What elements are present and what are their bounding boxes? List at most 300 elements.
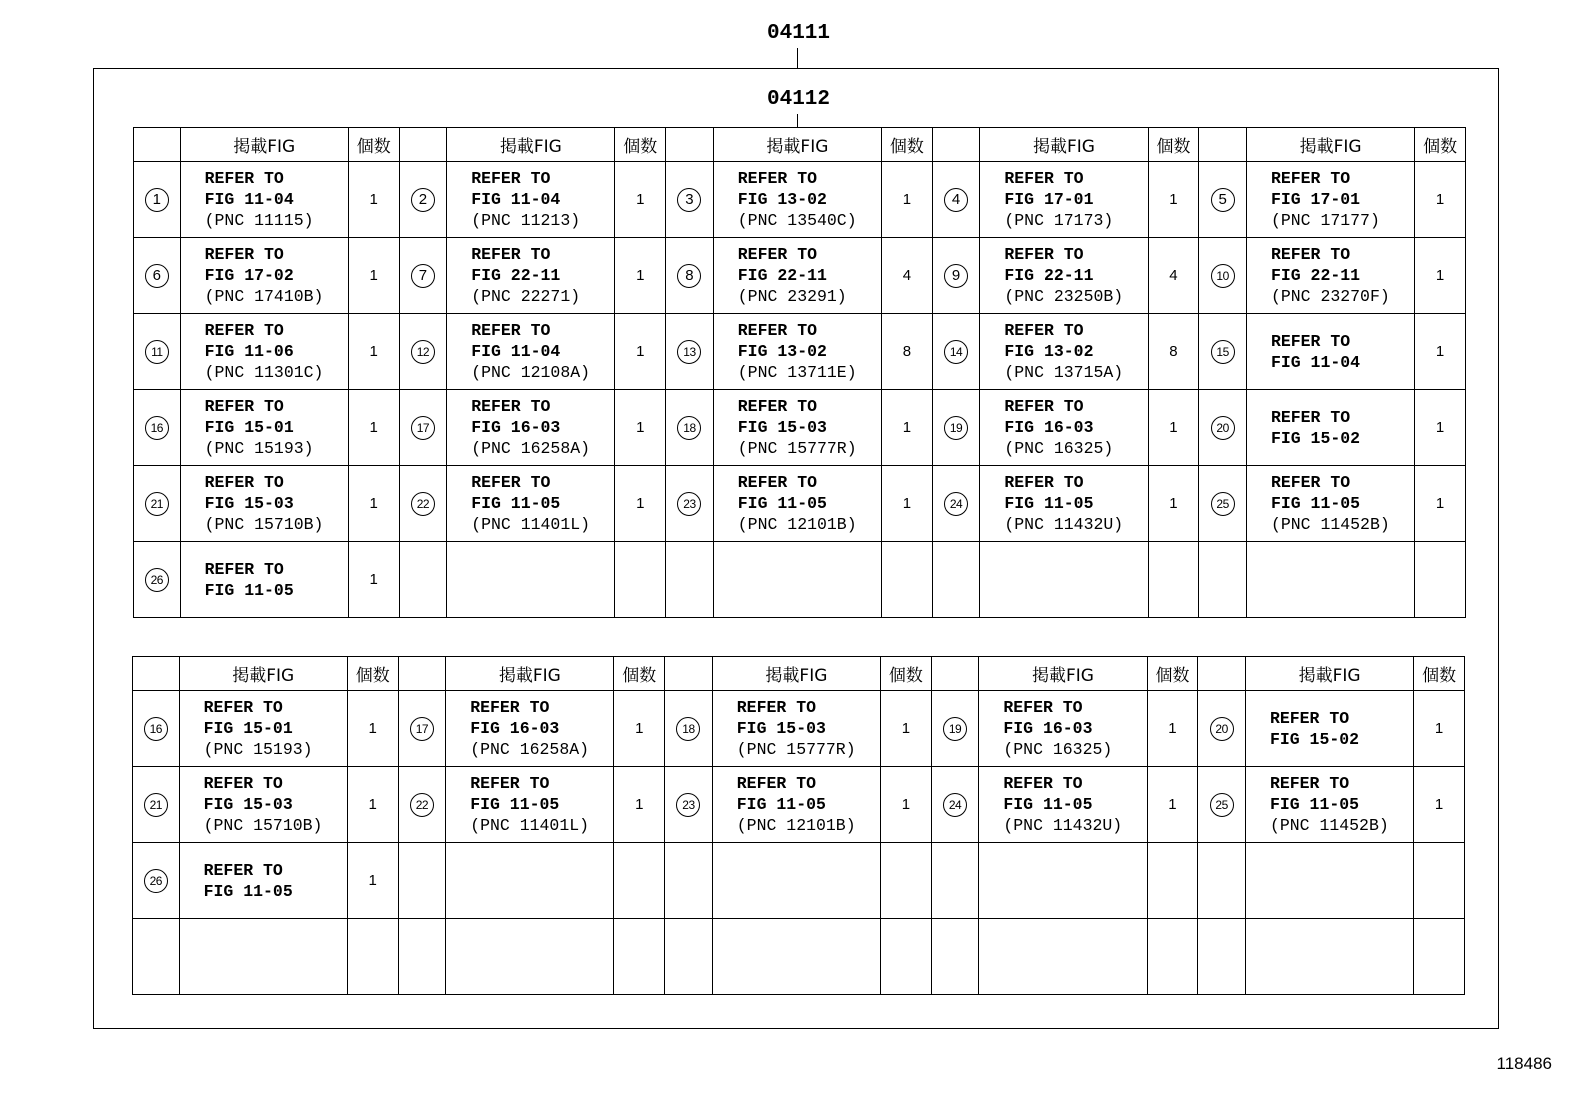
reference-cell — [180, 314, 348, 390]
pnc-reference: (PNC 17173) — [1004, 211, 1114, 230]
item-number-badge: 12 — [411, 340, 435, 364]
refer-to-text: REFER TO — [204, 559, 284, 579]
item-number-badge: 2 — [411, 188, 435, 212]
item-number-cell — [1198, 767, 1246, 843]
document-number: 118486 — [1496, 1054, 1552, 1073]
item-number-badge: 17 — [411, 416, 435, 440]
item-number-badge: 9 — [944, 264, 968, 288]
refer-to-text: REFER TO — [471, 473, 551, 492]
column-header-qty: 個数 — [614, 657, 665, 691]
item-number-cell — [399, 238, 447, 314]
reference-cell — [713, 466, 881, 542]
item-number-badge: 21 — [145, 492, 169, 516]
refer-to-text: REFER TO — [204, 245, 284, 264]
reference-cell — [979, 767, 1147, 843]
quantity-cell — [1414, 843, 1465, 919]
pnc-reference: (PNC 11401L) — [471, 515, 591, 534]
reference-cell — [1246, 314, 1414, 390]
item-number-badge: 26 — [144, 869, 168, 893]
figure-reference: FIG 13-02 — [737, 342, 827, 361]
refer-to-text: REFER TO — [203, 774, 283, 793]
column-header-qty: 個数 — [1147, 657, 1198, 691]
quantity-cell: 1 — [1415, 162, 1466, 238]
quantity-cell — [347, 919, 398, 995]
item-number-cell — [665, 919, 713, 995]
refer-to-text: REFER TO — [737, 169, 817, 188]
column-header-fig: 掲載FIG — [1245, 657, 1413, 691]
reference-cell — [446, 919, 614, 995]
refer-to-text: REFER TO — [204, 321, 284, 340]
quantity-cell: 4 — [1148, 238, 1199, 314]
item-number-badge: 4 — [944, 188, 968, 212]
figure-reference: FIG 17-01 — [1004, 190, 1094, 209]
item-number-badge: 19 — [943, 717, 967, 741]
item-number-cell — [932, 162, 980, 238]
pnc-reference: (PNC 17177) — [1270, 211, 1380, 230]
column-header-qty: 個数 — [615, 128, 666, 162]
figure-reference: FIG 11-05 — [1269, 795, 1360, 814]
reference-cell — [713, 314, 881, 390]
figure-reference: FIG 17-01 — [1270, 190, 1361, 209]
table-row — [134, 390, 1466, 466]
reference-cell — [179, 843, 347, 919]
reference-table-lower — [132, 656, 1465, 995]
reference-cell — [980, 162, 1148, 238]
refer-to-text: REFER TO — [471, 169, 551, 188]
quantity-cell: 1 — [1148, 162, 1199, 238]
pnc-reference: (PNC 16258A) — [471, 439, 591, 458]
column-header-qty: 個数 — [348, 128, 399, 162]
item-number-cell — [666, 466, 714, 542]
table-row — [133, 843, 1465, 919]
column-header-fig: 掲載FIG — [713, 128, 881, 162]
refer-to-text: REFER TO — [1004, 245, 1084, 264]
reference-cell — [180, 390, 348, 466]
reference-cell — [180, 542, 348, 618]
header-blank-cell — [1199, 128, 1247, 162]
reference-cell — [446, 843, 614, 919]
pnc-reference: (PNC 15710B) — [203, 816, 323, 835]
quantity-cell: 1 — [1414, 767, 1465, 843]
pnc-reference: (PNC 11452B) — [1270, 515, 1390, 534]
quantity-cell: 1 — [348, 466, 399, 542]
quantity-cell: 1 — [348, 162, 399, 238]
reference-cell — [447, 466, 615, 542]
pnc-reference: (PNC 17410B) — [204, 287, 324, 306]
item-number-cell — [134, 314, 181, 390]
refer-to-text: REFER TO — [1004, 397, 1084, 416]
refer-to-text: REFER TO — [1269, 774, 1350, 793]
header-row — [133, 657, 1465, 691]
item-number-cell — [666, 162, 714, 238]
pnc-reference: (PNC 23291) — [737, 287, 847, 306]
figure-reference: FIG 11-05 — [1003, 795, 1093, 814]
quantity-cell: 1 — [882, 162, 933, 238]
item-number-badge: 14 — [944, 340, 968, 364]
quantity-cell — [881, 843, 932, 919]
assembly-label-04112: 04112 — [767, 88, 831, 111]
refer-to-text: REFER TO — [204, 397, 284, 416]
reference-cell — [1245, 691, 1413, 767]
reference-cell — [446, 691, 614, 767]
quantity-cell — [615, 542, 666, 618]
figure-reference: FIG 13-02 — [737, 190, 827, 209]
reference-cell — [180, 162, 348, 238]
item-number-badge: 16 — [145, 416, 169, 440]
item-number-cell — [134, 390, 181, 466]
item-number-cell — [666, 390, 714, 466]
item-number-cell — [399, 390, 447, 466]
column-header-qty: 個数 — [1148, 128, 1199, 162]
reference-cell — [1246, 238, 1414, 314]
refer-to-text: REFER TO — [204, 169, 284, 188]
item-number-cell — [932, 314, 980, 390]
reference-cell — [1245, 767, 1413, 843]
quantity-cell — [614, 919, 665, 995]
pnc-reference: (PNC 15193) — [203, 740, 313, 759]
table-row — [133, 919, 1465, 995]
refer-to-text: REFER TO — [737, 321, 817, 340]
figure-reference: FIG 11-05 — [1004, 494, 1094, 513]
refer-to-text: REFER TO — [737, 397, 817, 416]
figure-reference: FIG 11-04 — [471, 190, 561, 209]
refer-to-text: REFER TO — [470, 774, 550, 793]
quantity-cell: 1 — [1147, 691, 1198, 767]
reference-cell — [712, 919, 880, 995]
refer-to-text: REFER TO — [737, 473, 817, 492]
header-blank-cell — [931, 657, 979, 691]
figure-reference: FIG 11-05 — [1270, 494, 1361, 513]
reference-cell — [980, 390, 1148, 466]
pnc-reference: (PNC 23250B) — [1004, 287, 1124, 306]
figure-reference: FIG 11-04 — [1270, 352, 1361, 372]
pnc-reference: (PNC 15710B) — [204, 515, 324, 534]
item-number-cell — [1198, 843, 1246, 919]
header-blank-cell — [1198, 657, 1246, 691]
reference-cell — [980, 238, 1148, 314]
figure-reference: FIG 16-03 — [1004, 418, 1094, 437]
figure-reference: FIG 15-03 — [203, 795, 293, 814]
reference-cell — [979, 843, 1147, 919]
reference-cell — [179, 919, 347, 995]
quantity-cell: 1 — [1415, 390, 1466, 466]
reference-cell — [180, 466, 348, 542]
item-number-badge: 20 — [1211, 416, 1235, 440]
reference-cell — [447, 390, 615, 466]
pnc-reference: (PNC 22271) — [471, 287, 581, 306]
header-blank-cell — [134, 128, 181, 162]
column-header-fig: 掲載FIG — [446, 657, 614, 691]
item-number-cell — [1199, 238, 1247, 314]
item-number-cell — [931, 767, 979, 843]
pnc-reference: (PNC 15193) — [204, 439, 314, 458]
reference-cell — [713, 238, 881, 314]
item-number-badge: 25 — [1211, 492, 1235, 516]
quantity-cell: 1 — [615, 238, 666, 314]
item-number-cell — [398, 919, 446, 995]
figure-reference: FIG 16-03 — [1003, 719, 1093, 738]
item-number-cell — [665, 767, 713, 843]
column-header-fig: 掲載FIG — [1246, 128, 1414, 162]
pnc-reference: (PNC 12108A) — [471, 363, 591, 382]
item-number-badge: 3 — [677, 188, 701, 212]
reference-cell — [712, 691, 880, 767]
item-number-badge: 25 — [1210, 793, 1234, 817]
pnc-reference: (PNC 11452B) — [1269, 816, 1389, 835]
column-header-fig: 掲載FIG — [712, 657, 880, 691]
column-header-fig: 掲載FIG — [447, 128, 615, 162]
reference-cell — [713, 390, 881, 466]
quantity-cell — [1414, 919, 1465, 995]
column-header-qty: 個数 — [1415, 128, 1466, 162]
refer-to-text: REFER TO — [1003, 698, 1083, 717]
figure-reference: FIG 11-05 — [470, 795, 560, 814]
pnc-reference: (PNC 23270F) — [1270, 287, 1390, 306]
column-header-qty: 個数 — [881, 657, 932, 691]
quantity-cell: 1 — [1148, 390, 1199, 466]
refer-to-text: REFER TO — [203, 860, 283, 880]
figure-reference: FIG 15-03 — [736, 719, 826, 738]
item-number-badge: 24 — [944, 492, 968, 516]
quantity-cell — [882, 542, 933, 618]
quantity-cell: 1 — [615, 314, 666, 390]
quantity-cell: 1 — [882, 466, 933, 542]
refer-to-text: REFER TO — [203, 698, 283, 717]
column-header-fig: 掲載FIG — [980, 128, 1148, 162]
reference-cell — [713, 542, 881, 618]
reference-cell — [1246, 466, 1414, 542]
item-number-badge: 22 — [410, 793, 434, 817]
item-number-cell — [666, 238, 714, 314]
pnc-reference: (PNC 12101B) — [736, 816, 856, 835]
quantity-cell — [1147, 919, 1198, 995]
item-number-badge: 5 — [1211, 188, 1235, 212]
item-number-cell — [399, 314, 447, 390]
item-number-cell — [1199, 162, 1247, 238]
reference-cell — [1246, 542, 1414, 618]
quantity-cell: 1 — [1415, 466, 1466, 542]
item-number-cell — [133, 767, 180, 843]
item-number-cell — [1199, 390, 1247, 466]
reference-cell — [1246, 162, 1414, 238]
pnc-reference: (PNC 11213) — [471, 211, 581, 230]
item-number-cell — [666, 314, 714, 390]
item-number-cell — [134, 238, 181, 314]
item-number-badge: 6 — [145, 264, 169, 288]
item-number-cell — [931, 843, 979, 919]
header-blank-cell — [133, 657, 180, 691]
pnc-reference: (PNC 16325) — [1004, 439, 1114, 458]
figure-reference: FIG 22-11 — [471, 266, 561, 285]
quantity-cell: 1 — [1148, 466, 1199, 542]
quantity-cell: 1 — [347, 767, 398, 843]
refer-to-text: REFER TO — [471, 397, 551, 416]
reference-cell — [447, 314, 615, 390]
item-number-cell — [666, 542, 714, 618]
item-number-badge: 24 — [943, 793, 967, 817]
item-number-badge: 23 — [677, 492, 701, 516]
assembly-label-04111: 04111 — [767, 22, 831, 45]
reference-cell — [1246, 390, 1414, 466]
reference-cell — [1245, 919, 1413, 995]
item-number-cell — [932, 238, 980, 314]
quantity-cell: 1 — [347, 843, 398, 919]
reference-cell — [446, 767, 614, 843]
item-number-cell — [1199, 314, 1247, 390]
reference-cell — [179, 691, 347, 767]
figure-reference: FIG 15-01 — [204, 418, 294, 437]
item-number-cell — [398, 691, 446, 767]
quantity-cell: 1 — [348, 390, 399, 466]
item-number-cell — [398, 843, 446, 919]
reference-cell — [712, 843, 880, 919]
item-number-cell — [1199, 542, 1247, 618]
header-blank-cell — [932, 128, 980, 162]
item-number-badge: 22 — [411, 492, 435, 516]
refer-to-text: REFER TO — [737, 245, 817, 264]
header-blank-cell — [665, 657, 713, 691]
reference-cell — [980, 542, 1148, 618]
pnc-reference: (PNC 11432U) — [1004, 515, 1124, 534]
item-number-cell — [1198, 691, 1246, 767]
pnc-reference: (PNC 13540C) — [737, 211, 857, 230]
reference-cell — [447, 542, 615, 618]
quantity-cell: 1 — [1415, 314, 1466, 390]
reference-cell — [447, 238, 615, 314]
reference-cell — [179, 767, 347, 843]
reference-cell — [713, 162, 881, 238]
item-number-cell — [399, 542, 447, 618]
refer-to-text: REFER TO — [471, 321, 551, 340]
item-number-badge: 26 — [145, 568, 169, 592]
table-row — [134, 238, 1466, 314]
table-row — [133, 767, 1465, 843]
refer-to-text: REFER TO — [1270, 169, 1351, 188]
figure-reference: FIG 15-02 — [1270, 428, 1361, 448]
item-number-badge: 23 — [676, 793, 700, 817]
refer-to-text: REFER TO — [204, 473, 284, 492]
figure-reference: FIG 15-02 — [1269, 729, 1360, 749]
item-number-cell — [398, 767, 446, 843]
reference-cell — [447, 162, 615, 238]
refer-to-text: REFER TO — [1004, 473, 1084, 492]
figure-reference: FIG 22-11 — [1004, 266, 1094, 285]
column-header-qty: 個数 — [347, 657, 398, 691]
quantity-cell — [1148, 542, 1199, 618]
figure-reference: FIG 11-04 — [471, 342, 561, 361]
figure-reference: FIG 16-03 — [470, 719, 560, 738]
column-header-qty: 個数 — [1414, 657, 1465, 691]
leader-line-04111 — [797, 48, 798, 68]
quantity-cell: 1 — [614, 767, 665, 843]
item-number-badge: 15 — [1211, 340, 1235, 364]
figure-reference: FIG 11-05 — [471, 494, 561, 513]
item-number-cell — [133, 919, 180, 995]
item-number-cell — [932, 542, 980, 618]
pnc-reference: (PNC 12101B) — [737, 515, 857, 534]
refer-to-text: REFER TO — [1003, 774, 1083, 793]
quantity-cell: 1 — [348, 542, 399, 618]
item-number-cell — [931, 919, 979, 995]
table-row — [134, 162, 1466, 238]
refer-to-text: REFER TO — [471, 245, 551, 264]
refer-to-text: REFER TO — [736, 774, 816, 793]
figure-reference: FIG 11-05 — [203, 881, 293, 901]
quantity-cell: 1 — [615, 162, 666, 238]
item-number-cell — [665, 691, 713, 767]
quantity-cell: 1 — [348, 238, 399, 314]
refer-to-text: REFER TO — [1270, 407, 1351, 427]
reference-cell — [180, 238, 348, 314]
refer-to-text: REFER TO — [1270, 473, 1351, 492]
quantity-cell: 4 — [882, 238, 933, 314]
quantity-cell: 1 — [348, 314, 399, 390]
item-number-cell — [932, 390, 980, 466]
item-number-badge: 16 — [144, 717, 168, 741]
reference-cell — [1245, 843, 1413, 919]
header-blank-cell — [666, 128, 714, 162]
item-number-cell — [134, 542, 181, 618]
header-row — [134, 128, 1466, 162]
pnc-reference: (PNC 15777R) — [737, 439, 857, 458]
reference-table-upper — [133, 127, 1466, 618]
refer-to-text: REFER TO — [1269, 708, 1350, 728]
header-blank-cell — [399, 128, 447, 162]
figure-reference: FIG 22-11 — [737, 266, 827, 285]
pnc-reference: (PNC 16258A) — [470, 740, 590, 759]
item-number-badge: 1 — [145, 188, 169, 212]
item-number-badge: 7 — [411, 264, 435, 288]
figure-reference: FIG 15-01 — [203, 719, 293, 738]
figure-reference: FIG 11-05 — [736, 795, 826, 814]
quantity-cell: 1 — [615, 466, 666, 542]
item-number-badge: 11 — [145, 340, 169, 364]
pnc-reference: (PNC 16325) — [1003, 740, 1113, 759]
column-header-qty: 個数 — [882, 128, 933, 162]
column-header-fig: 掲載FIG — [979, 657, 1147, 691]
refer-to-text: REFER TO — [1004, 169, 1084, 188]
pnc-reference: (PNC 11301C) — [204, 363, 324, 382]
figure-reference: FIG 11-05 — [737, 494, 827, 513]
item-number-cell — [133, 691, 180, 767]
table-row — [134, 466, 1466, 542]
figure-reference: FIG 17-02 — [204, 266, 294, 285]
figure-reference: FIG 11-05 — [204, 580, 294, 600]
item-number-cell — [665, 843, 713, 919]
figure-reference: FIG 16-03 — [471, 418, 561, 437]
item-number-cell — [1199, 466, 1247, 542]
item-number-badge: 13 — [677, 340, 701, 364]
figure-reference: FIG 15-03 — [737, 418, 827, 437]
figure-reference: FIG 13-02 — [1004, 342, 1094, 361]
item-number-cell — [133, 843, 180, 919]
quantity-cell: 1 — [1147, 767, 1198, 843]
quantity-cell: 8 — [882, 314, 933, 390]
item-number-badge: 8 — [677, 264, 701, 288]
item-number-cell — [134, 466, 181, 542]
refer-to-text: REFER TO — [1270, 331, 1351, 351]
item-number-cell — [399, 466, 447, 542]
reference-cell — [712, 767, 880, 843]
table-row — [133, 691, 1465, 767]
quantity-cell — [1415, 542, 1466, 618]
item-number-badge: 19 — [944, 416, 968, 440]
table-row — [134, 542, 1466, 618]
item-number-badge: 21 — [144, 793, 168, 817]
refer-to-text: REFER TO — [1004, 321, 1084, 340]
reference-cell — [980, 314, 1148, 390]
item-number-cell — [134, 162, 181, 238]
